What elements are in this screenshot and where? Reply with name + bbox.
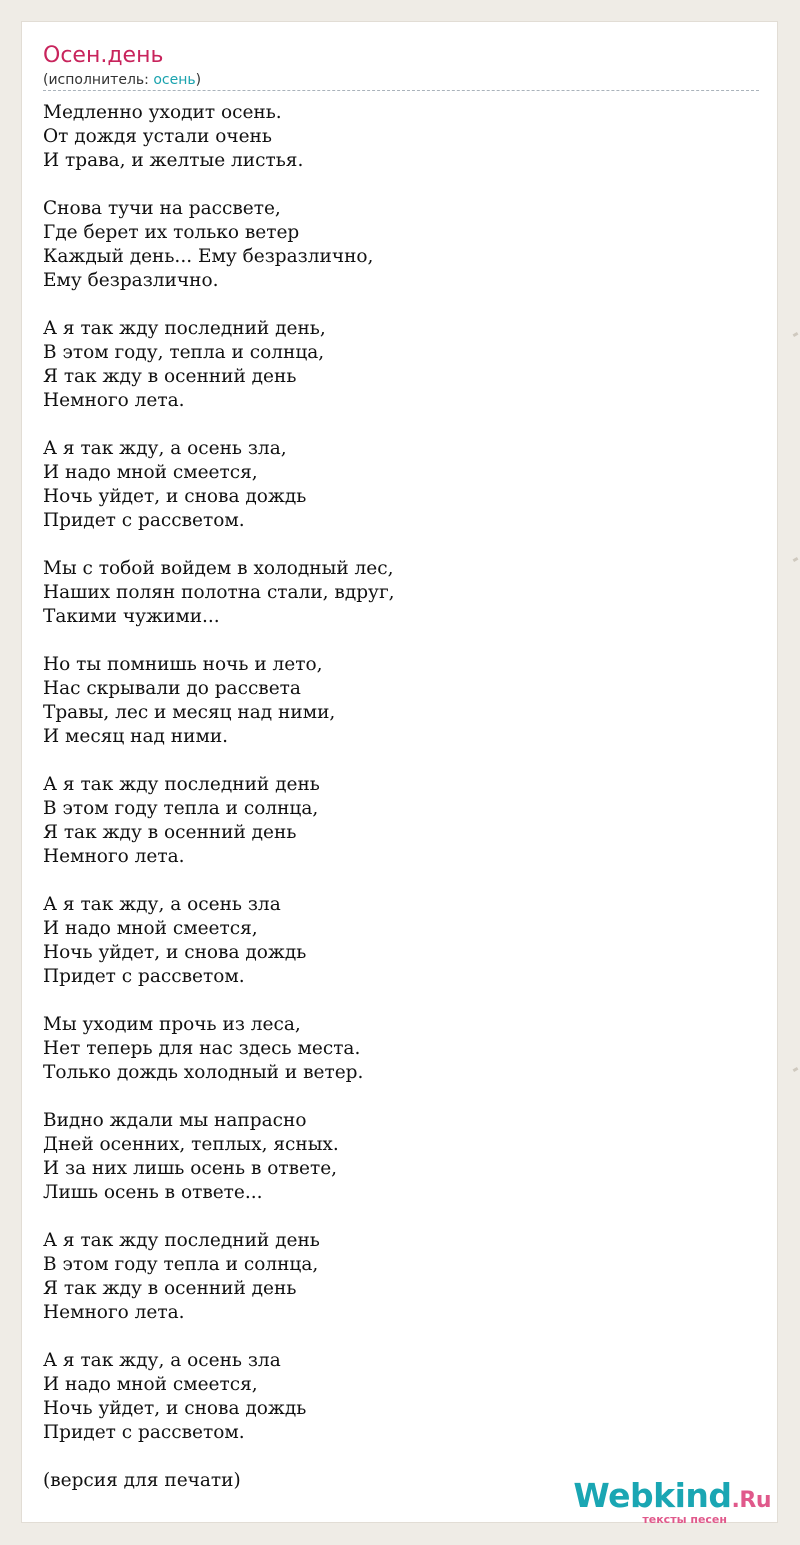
lyrics-line: Травы, лес и месяц над ними, xyxy=(43,702,336,723)
lyrics-line: Ночь уйдет, и снова дождь xyxy=(43,942,307,963)
header-divider xyxy=(43,90,759,91)
lyrics-stanza xyxy=(43,893,759,989)
lyrics-stanza xyxy=(43,437,759,533)
lyrics-line: И трава, и желтые листья. xyxy=(43,150,304,171)
lyrics-stanza xyxy=(43,557,759,629)
lyrics-stanza xyxy=(43,317,759,413)
lyrics-line: А я так жду последний день, xyxy=(43,318,326,339)
song-title: Осен.день xyxy=(43,43,164,68)
lyrics-line: Ночь уйдет, и снова дождь xyxy=(43,486,307,507)
lyrics-line: В этом году тепла и солнца, xyxy=(43,798,319,819)
lyrics-line: А я так жду, а осень зла xyxy=(43,894,281,915)
logo-brand: Webkind xyxy=(573,1476,732,1515)
lyrics-card xyxy=(21,21,778,1526)
lyrics-line: А я так жду, а осень зла, xyxy=(43,438,287,459)
artist-line xyxy=(43,71,759,89)
lyrics-line: Ночь уйдет, и снова дождь xyxy=(43,1398,307,1419)
lyrics-line: В этом году тепла и солнца, xyxy=(43,1254,319,1275)
lyrics-stanza xyxy=(43,1229,759,1325)
lyrics-line: Где берет их только ветер xyxy=(43,222,300,243)
paper-edge-mark xyxy=(793,557,799,562)
lyrics-stanza xyxy=(43,1349,759,1445)
artist-suffix: ) xyxy=(195,72,202,88)
lyrics-line: Ему безразлично. xyxy=(43,270,219,291)
lyrics-line: И месяц над ними. xyxy=(43,726,229,747)
lyrics-line: Снова тучи на рассвете, xyxy=(43,198,281,219)
lyrics-line: Я так жду в осенний день xyxy=(43,1278,297,1299)
lyrics-line: Немного лета. xyxy=(43,846,185,867)
lyrics-line: Мы с тобой войдем в холодный лес, xyxy=(43,558,394,579)
lyrics-line: Мы уходим прочь из леса, xyxy=(43,1014,301,1035)
lyrics-line: Придет с рассветом. xyxy=(43,1422,245,1443)
lyrics-line: И надо мной смеется, xyxy=(43,462,258,483)
lyrics-stanza xyxy=(43,1013,759,1085)
song-header xyxy=(43,42,759,89)
lyrics-line: От дождя устали очень xyxy=(43,126,272,147)
lyrics-line: Нас скрывали до рассвета xyxy=(43,678,301,699)
lyrics-line: А я так жду последний день xyxy=(43,774,320,795)
lyrics-line: Немного лета. xyxy=(43,390,185,411)
lyrics-line: Придет с рассветом. xyxy=(43,966,245,987)
paper-edge-mark xyxy=(793,1067,799,1072)
lyrics-line: Я так жду в осенний день xyxy=(43,822,297,843)
logo-tld: .Ru xyxy=(731,1488,771,1513)
lyrics-text xyxy=(43,101,759,1469)
lyrics-line: Каждый день... Ему безразлично, xyxy=(43,246,374,267)
lyrics-line: Наших полян полотна стали, вдруг, xyxy=(43,582,395,603)
lyrics-line: И надо мной смеется, xyxy=(43,918,258,939)
paper-edge-mark xyxy=(793,332,799,337)
lyrics-stanza xyxy=(43,197,759,293)
lyrics-line: А я так жду последний день xyxy=(43,1230,320,1251)
lyrics-line: Лишь осень в ответе... xyxy=(43,1182,263,1203)
lyrics-line: Придет с рассветом. xyxy=(43,510,245,531)
site-logo[interactable] xyxy=(571,1478,771,1526)
lyrics-line: И за них лишь осень в ответе, xyxy=(43,1158,338,1179)
lyrics-line: Только дождь холодный и ветер. xyxy=(43,1062,364,1083)
artist-prefix: (исполнитель: xyxy=(43,72,154,88)
artist-link[interactable]: осень xyxy=(153,72,196,88)
lyrics-line: Я так жду в осенний день xyxy=(43,366,297,387)
lyrics-stanza xyxy=(43,1109,759,1205)
lyrics-line: И надо мной смеется, xyxy=(43,1374,258,1395)
lyrics-stanza xyxy=(43,773,759,869)
logo-tagline: тексты песен xyxy=(642,1513,727,1526)
lyrics-line: В этом году, тепла и солнца, xyxy=(43,342,325,363)
print-version-link[interactable]: (версия для печати) xyxy=(43,1470,241,1491)
lyrics-line: Медленно уходит осень. xyxy=(43,102,282,123)
lyrics-line: Но ты помнишь ночь и лето, xyxy=(43,654,323,675)
lyrics-line: Видно ждали мы напрасно xyxy=(43,1110,307,1131)
lyrics-line: Такими чужими... xyxy=(43,606,220,627)
lyrics-line: А я так жду, а осень зла xyxy=(43,1350,281,1371)
lyrics-line: Нет теперь для нас здесь места. xyxy=(43,1038,361,1059)
lyrics-line: Дней осенних, теплых, ясных. xyxy=(43,1134,339,1155)
lyrics-stanza xyxy=(43,653,759,749)
lyrics-stanza xyxy=(43,101,759,173)
lyrics-line: Немного лета. xyxy=(43,1302,185,1323)
